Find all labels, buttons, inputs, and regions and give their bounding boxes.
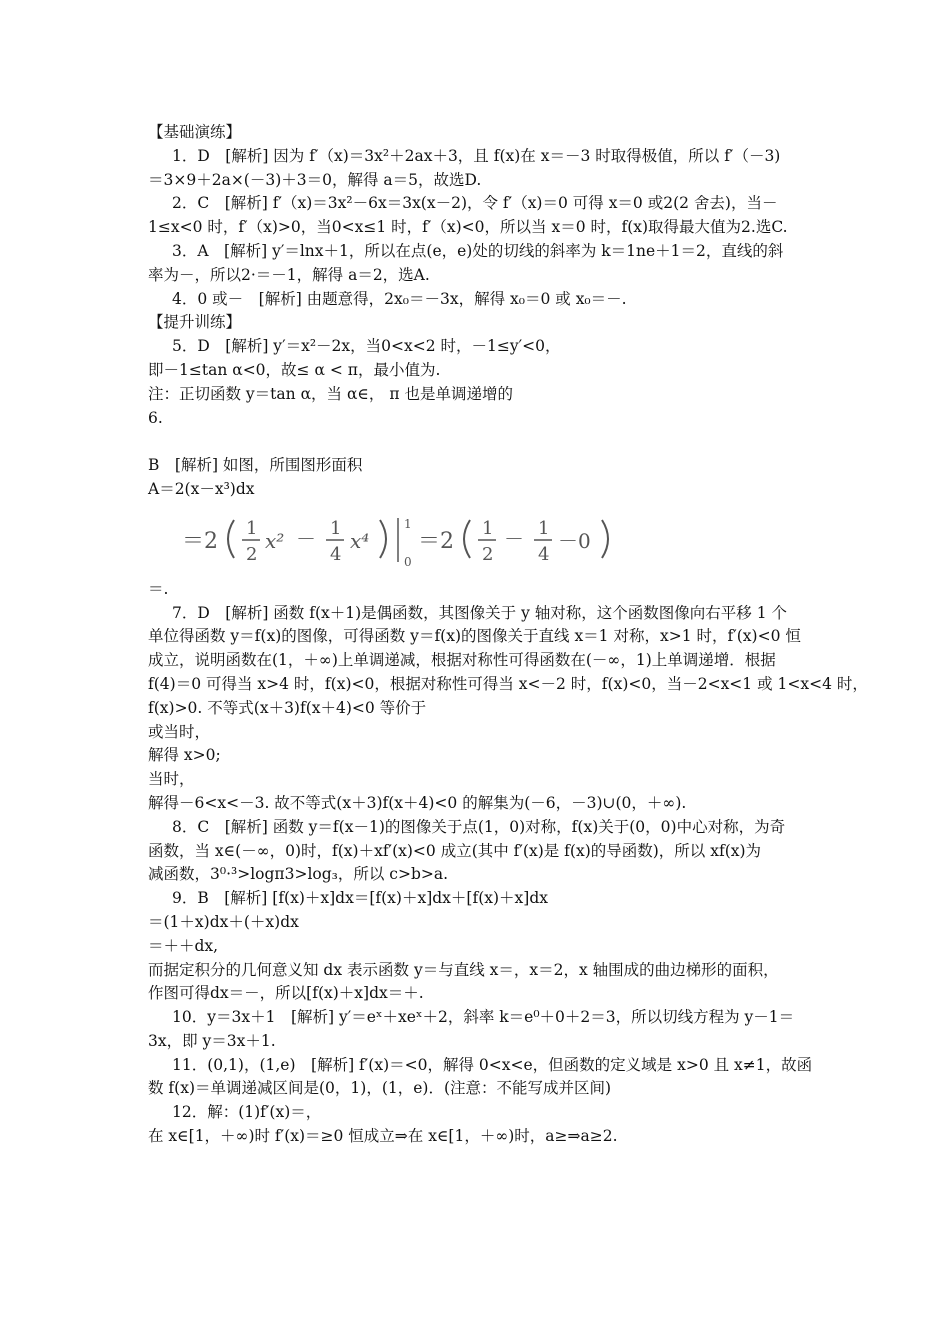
- text-line: 10．y＝3x＋1 [解析] y′＝eˣ＋xeˣ＋2，斜率 k＝e⁰＋0＋2＝3，所以切线方程为 y－1＝: [172, 1008, 795, 1027]
- text-line: 减函数，3⁰·³>logπ3>log₃，所以 c>b>a.: [148, 865, 449, 884]
- text-line: 函数，当 x∈(－∞，0)时，f(x)＋xf′(x)<0 成立(其中 f′(x)是 f(x)的导函数)，所以 xf(x)为: [148, 841, 762, 860]
- formula-f2n: 1: [330, 517, 342, 539]
- integral-formula-image: [172, 506, 820, 572]
- text-line: 作图可得dx＝－，所以[f(x)＋x]dx＝＋.: [148, 984, 424, 1003]
- formula-tail: －0: [558, 528, 591, 553]
- text-line: 7．D [解析] 函数 f(x＋1)是偶函数，其图像关于 y 轴对称，这个函数图像向右平移 1 个: [172, 603, 787, 622]
- text-line: 4．0 或－ [解析] 由题意得，2x₀＝－3x，解得 x₀＝0 或 x₀＝－.: [172, 289, 627, 308]
- text-line: 成立，说明函数在(1，＋∞)上单调递减，根据对称性可得函数在(－∞，1)上单调递增．根据: [148, 651, 776, 670]
- left-paren: [464, 520, 470, 558]
- text-line: 9．B [解析] [f(x)＋x]dx＝[f(x)＋x]dx＋[f(x)＋x]dx: [172, 889, 548, 908]
- left-paren: [228, 520, 234, 558]
- text-line: 11．(0,1)，(1,e) [解析] f′(x)＝<0，解得 0<x<e，但函数的定义域是 x>0 且 x≠1，故函: [172, 1055, 813, 1074]
- integral-formula-svg: [172, 506, 642, 572]
- formula-lower-limit: 0: [404, 554, 412, 569]
- right-paren: [380, 520, 386, 558]
- formula-x4: x⁴: [350, 528, 370, 553]
- text-line: 解得 x>0;: [148, 746, 221, 765]
- text-line: 或当时，: [148, 722, 211, 741]
- formula-eq1: ＝2: [182, 528, 218, 554]
- formula-x2: x²: [265, 528, 285, 553]
- figure-gap: [148, 430, 820, 454]
- text-line: 3．A [解析] y′＝lnx＋1，所以在点(e，e)处的切线的斜率为 k＝1ne＋1＝2，直线的斜: [172, 241, 784, 260]
- text-line: ＝＋＋dx,: [148, 936, 219, 955]
- formula-f1n: 1: [246, 517, 258, 539]
- text-line: 2．C [解析] f′（x)＝3x²－6x＝3x(x－2)，令 f′（x)＝0 可得 x＝0 或2(2 舍去)，当－: [172, 194, 778, 213]
- section-heading-basic: 【基础演练】: [148, 123, 242, 141]
- text-line: 而据定积分的几何意义知 dx 表示函数 y＝与直线 x＝，x＝2，x 轴围成的曲边梯形的面积，: [148, 960, 779, 979]
- text-line: A＝2(x－x³)dx: [148, 479, 255, 498]
- text-line: f(x)>0. 不等式(x＋3)f(x＋4)<0 等价于: [148, 698, 427, 717]
- text-line: 单位得函数 y＝f(x)的图像，可得函数 y＝f(x)的图像关于直线 x＝1 对称，x>1 时，f′(x)<0 恒: [148, 627, 801, 646]
- text-line: f(4)＝0 可得当 x>4 时，f(x)<0，根据对称性可得当 x<－2 时，f(x)<0，当－2<x<1 或 1<x<4 时，: [148, 674, 868, 693]
- section-heading-improve: 【提升训练】: [148, 313, 242, 332]
- text-line: 6.: [148, 408, 163, 427]
- text-line: ＝3×9＋2a×(－3)＋3＝0，解得 a＝5，故选D.: [148, 170, 482, 189]
- formula-f1d: 2: [246, 543, 258, 565]
- formula-f3n: 1: [482, 517, 494, 539]
- text-line: ＝.: [148, 579, 169, 598]
- text-line: B [解析] 如图，所围图形面积: [148, 456, 363, 475]
- text-line: 8．C [解析] 函数 y＝f(x－1)的图像关于点(1，0)对称，f(x)关于(0，0)中心对称，为奇: [172, 817, 786, 836]
- formula-f4n: 1: [538, 517, 550, 539]
- formula-eq2: ＝2: [418, 528, 454, 554]
- solution-text: [148, 121, 868, 1149]
- formula-minus2: －: [504, 526, 524, 551]
- text-line: 即－1≤tan α<0，故≤ α < π，最小值为.: [148, 360, 441, 379]
- text-line: 3x，即 y＝3x＋1.: [148, 1031, 276, 1050]
- text-line: 12．解：(1)f′(x)＝，: [172, 1103, 322, 1122]
- text-line: 5．D [解析] y′＝x²－2x，当0<x<2 时，－1≤y′<0，: [172, 337, 561, 356]
- text-line: 解得－6<x<－3. 故不等式(x＋3)f(x＋4)<0 的解集为(－6，－3)∪(0，＋∞).: [148, 793, 687, 812]
- text-line: 1．D [解析] 因为 f′（x)＝3x²＋2ax＋3，且 f(x)在 x＝－3 时取得极值，所以 f′（－3): [172, 146, 781, 165]
- text-line: 当时，: [148, 770, 195, 789]
- text-line: 率为－，所以2·＝－1，解得 a＝2，选A.: [148, 265, 430, 284]
- right-paren: [602, 520, 608, 558]
- text-line: 数 f(x)＝单调递减区间是(0，1)，(1，e)．(注意：不能写成并区间): [148, 1079, 612, 1098]
- text-line: 在 x∈[1，＋∞)时 f′(x)＝≥0 恒成立⇒在 x∈[1，＋∞)时，a≥⇒a≥2.: [148, 1127, 618, 1146]
- formula-f3d: 2: [482, 543, 494, 565]
- formula-upper-limit: 1: [404, 516, 412, 531]
- formula-f4d: 4: [538, 543, 550, 565]
- formula-f2d: 4: [330, 543, 342, 565]
- text-line: ＝(1＋x)dx＋(＋x)dx: [148, 912, 299, 931]
- text-line: 注：正切函数 y＝tan α，当 α∈， π 也是单调递增的: [148, 384, 513, 403]
- text-line: 1≤x<0 时，f′（x)>0，当0<x≤1 时，f′（x)<0，所以当 x＝0 时，f(x)取得最大值为2.选C.: [148, 218, 788, 237]
- formula-minus: －: [296, 526, 316, 551]
